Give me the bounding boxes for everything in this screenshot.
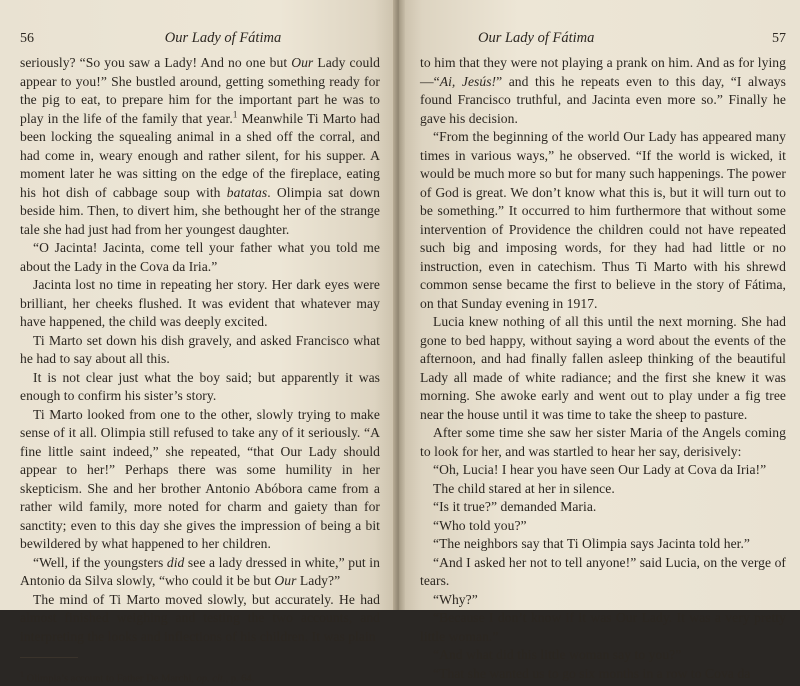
left-page xyxy=(0,0,398,685)
paragraph: “O Jacinta! Jacinta, come tell your father what you told me about the Lady in the Cova da Iria.” xyxy=(20,240,380,274)
paragraph: to him that they were not playing a prank on him. And as for lying—“Ai, Jesús!” and this he repeats even to this day, “I always found Francisco truthful, and Jacinta even more so.” Finally he gave his decision. xyxy=(420,55,786,126)
left-page-number: 56 xyxy=(20,31,34,46)
paragraph: It is not clear just what the boy said; but apparently it was enough to confirm his sister’s story. xyxy=(20,369,380,403)
paragraph: Ti Marto set down his dish gravely, and asked Francisco what he had to say about all this. xyxy=(20,332,380,366)
paragraph: “And I asked her not to tell anyone!” said Lucia, on the verge of tears. xyxy=(420,554,786,588)
left-page-body xyxy=(20,54,380,646)
paragraph: “Well, if the youngsters did see a lady dressed in white,” put in Antonio da Silva slowly, “who could it be but Our Lady?” xyxy=(20,554,380,588)
right-running-head: Our Lady of Fátima xyxy=(478,30,595,46)
book-gutter xyxy=(393,0,405,610)
paragraph: Ti Marto looked from one to the other, slowly trying to make sense of it all. Olimpia still refused to take any of it seriously. “A fine little saint indeed,” she repeated, “that Our Lady should appear to her!” Perhaps there was some humility in her skepticism. She and her brother Antonio Abóbora came from a rather wild family, more noted for charm and gaiety than for sanctity; even to this day she gives the impression of being a bit bewildered by what happened to her children. xyxy=(20,406,380,551)
paragraph: “Because I don’t know if it was Our Lady. It was a very pretty little woman.” xyxy=(420,610,786,644)
footnote-divider xyxy=(20,657,78,658)
paragraph: Lucia knew nothing of all this until the next morning. She had gone to bed happy, without saying a word about the events of the afternoon, and had finally fallen asleep thinking of the beautiful Lady all made of white radiance; and the first she knew it was morning. She awoke early and went out to play under a fig tree near the house until it was time to take the sheep to pasture. xyxy=(420,314,786,422)
right-page-header xyxy=(420,30,786,52)
paragraph: “That she wanted us to go six months in a row to Cova da xyxy=(433,665,751,681)
paragraph: seriously? “So you saw a Lady! And no one but Our Lady could appear to you!” She bustled around, getting something ready for the pig to eat, to prepare him for the important part he was to play in the life of the family that year.$^1$ Meanwhile Ti Marto had been locking the squealing animal in a shed off the corral, and had come in, weary enough and rather silent, for his supper. A moment later he was sitting on the edge of the fireplace, eating his hot dish of cabbage soup with batatas. Olimpia sat down beside him. Then, to divert him, she bethought her of the strange tale she had just had from her youngest daughter. xyxy=(20,55,380,237)
paragraph: Jacinta lost no time in repeating her story. Her dark eyes were brilliant, her cheeks flushed. It was evident that whatever may have happened, the child was deeply excited. xyxy=(20,277,380,329)
paragraph: “From the beginning of the world Our Lady has appeared many times in various ways,” he observed. “If the world is wicked, it would be much more so but for many such happenings. The power of God is great. We don’t know what this is, but it will turn out to be something.” It occurred to him furthermore that without some intervention of Providence the children could not have repeated such big and imposing words, for they had had little or no instruction, even in catechism. Thus Ti Marto with his shrewd common sense became the first to believe in the story of Fátima, on that Sunday evening in 1917. xyxy=(420,129,786,311)
footnote: $^1$ Olimpia’s account to Father De Marchi, op. cit., p. 64. xyxy=(20,670,255,685)
paragraph: “Oh, Lucia! I hear you have seen Our Lady at Cova da Iria!” xyxy=(433,462,767,477)
paragraph: “Who told you?” xyxy=(433,517,527,533)
footnote-marker: 1 xyxy=(232,108,238,119)
paragraph: “The neighbors say that Ti Olimpia says Jacinta told her.” xyxy=(433,536,751,551)
right-page xyxy=(398,0,800,681)
paragraph: “Is it true?” demanded Maria. xyxy=(433,499,597,514)
left-page-header xyxy=(20,30,380,52)
paragraph: “And what did this little woman say to you?” xyxy=(433,647,682,662)
left-running-head: Our Lady of Fátima xyxy=(164,30,282,46)
paragraph: “Why?” xyxy=(433,591,478,607)
paragraph: The child stared at her in silence. xyxy=(433,480,615,496)
right-page-number: 57 xyxy=(772,31,786,46)
paragraph: After some time she saw her sister Maria of the Angels coming to look for her, and was startled to hear her say, derisively: xyxy=(420,425,786,459)
right-page-body xyxy=(420,54,786,683)
paragraph: The mind of Ti Marto moved slowly, but accurately. He had almost finished weighing and testing the two accounts, and interpreting the looks and inflections of his children. It was plain xyxy=(20,591,380,644)
